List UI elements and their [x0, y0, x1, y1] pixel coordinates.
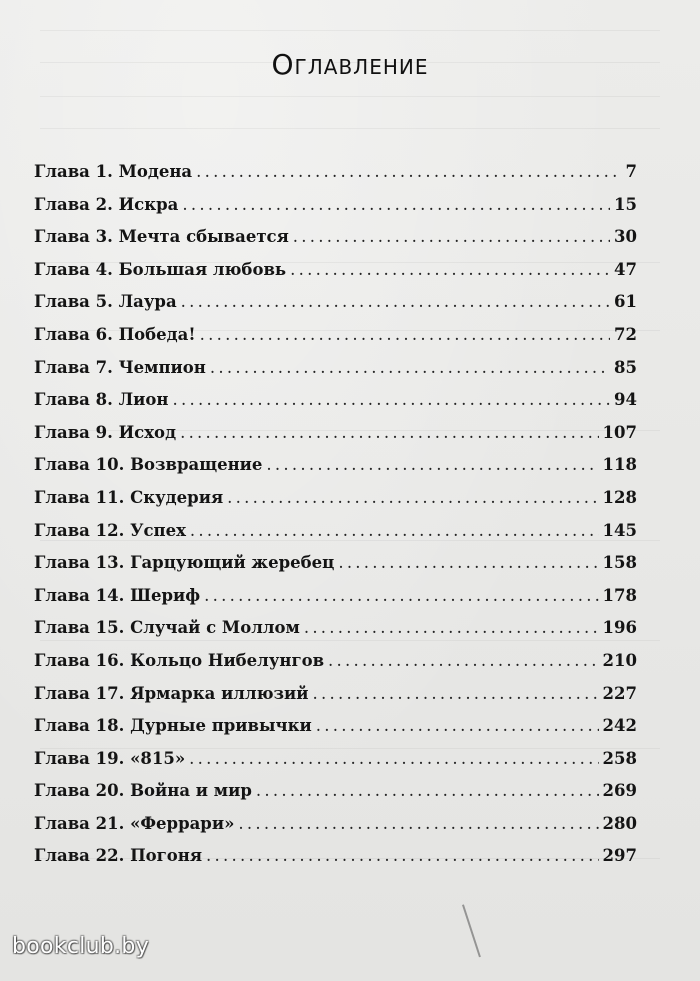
dot-leader: [313, 684, 599, 703]
toc-entry-label: Глава 12. Успех: [34, 520, 186, 540]
toc-entry-page-number: 269: [602, 781, 637, 801]
toc-entry-label: Глава 20. Война и мир: [34, 781, 252, 801]
dot-leader: [266, 455, 598, 474]
toc-entry: [34, 521, 637, 554]
toc-entry-label: Глава 10. Возвращение: [34, 455, 263, 475]
toc-entry: [34, 553, 637, 586]
toc-entry-page-number: 118: [602, 455, 637, 475]
toc-entry: [34, 325, 637, 358]
toc-entry-page-number: 107: [602, 422, 637, 442]
toc-entry: [34, 586, 637, 619]
toc-entry-label: Глава 21. «Феррари»: [34, 813, 235, 833]
toc-entry-page-number: 30: [614, 227, 637, 247]
toc-entry: [34, 260, 637, 293]
toc-entry-page-number: 94: [614, 390, 637, 410]
dot-leader: [238, 814, 598, 833]
dot-leader: [227, 488, 598, 507]
toc-entry-label: Глава 16. Кольцо Нибелунгов: [34, 650, 325, 670]
toc-entry: [34, 618, 637, 651]
dot-leader: [173, 390, 611, 409]
toc-entry: [34, 358, 637, 391]
dot-leader: [200, 325, 610, 344]
toc-entry: [34, 814, 637, 847]
toc-entry-page-number: 158: [602, 553, 637, 573]
toc-entry-page-number: 15: [614, 194, 637, 214]
dot-leader: [180, 423, 598, 442]
dot-leader: [256, 781, 599, 800]
toc-entry: [34, 488, 637, 521]
toc-entry: [34, 390, 637, 423]
bleed-through-line: [40, 128, 660, 129]
toc-entry-page-number: 196: [602, 618, 637, 638]
toc-entry: [34, 684, 637, 717]
toc-entry-label: Глава 3. Мечта сбывается: [34, 227, 289, 247]
toc-entry: [34, 651, 637, 684]
toc-entry: [34, 292, 637, 325]
dot-leader: [293, 227, 610, 246]
dot-leader: [181, 292, 610, 311]
dot-leader: [204, 586, 598, 605]
toc-entry-label: Глава 6. Победа!: [34, 324, 196, 344]
toc-entry-label: Глава 14. Шериф: [34, 585, 201, 605]
toc-entry-label: Глава 22. Погоня: [34, 846, 203, 866]
dot-leader: [196, 162, 621, 181]
toc-entry-label: Глава 19. «815»: [34, 748, 186, 768]
toc-entry-page-number: 7: [625, 162, 637, 181]
toc-entry-page-number: 145: [602, 520, 637, 540]
toc-entry-label: Глава 2. Искра: [34, 194, 179, 214]
dot-leader: [328, 651, 599, 670]
toc-entry-page-number: 227: [602, 683, 637, 703]
toc-entry: [34, 749, 637, 782]
bleed-through-line: [40, 96, 660, 97]
dot-leader: [338, 553, 598, 572]
dot-leader: [206, 846, 599, 865]
toc-entry-label: Глава 5. Лаура: [34, 292, 177, 312]
toc-entry-page-number: 242: [602, 716, 637, 736]
dot-leader: [190, 521, 599, 540]
toc-entry-label: Глава 9. Исход: [34, 422, 177, 442]
toc-entry-label: Глава 8. Лион: [34, 390, 169, 410]
toc-entry: [34, 846, 637, 879]
toc-entry-page-number: 297: [602, 846, 637, 866]
pen-stroke-mark: [462, 904, 481, 957]
dot-leader: [189, 749, 598, 768]
toc-entry: [34, 162, 637, 195]
toc-entry: [34, 227, 637, 260]
toc-entry-label: Глава 15. Случай с Моллом: [34, 618, 300, 638]
dot-leader: [210, 358, 610, 377]
toc-entry-page-number: 210: [602, 650, 637, 670]
page-title: Оглавление: [271, 48, 429, 81]
toc-entry-label: Глава 18. Дурные привычки: [34, 716, 312, 736]
toc-entry: [34, 455, 637, 488]
toc-entry-page-number: 47: [614, 259, 637, 279]
toc-entry-label: Глава 13. Гарцующий жеребец: [34, 553, 335, 573]
toc-entry-page-number: 128: [602, 487, 637, 507]
toc-entry-page-number: 178: [602, 585, 637, 605]
dot-leader: [290, 260, 610, 279]
toc-entry-page-number: 258: [602, 748, 637, 768]
toc-entry-label: Глава 1. Модена: [34, 162, 193, 181]
toc-entry-page-number: 72: [614, 324, 637, 344]
bleed-through-line: [40, 30, 660, 31]
toc-entry-page-number: 280: [602, 813, 637, 833]
dot-leader: [182, 195, 610, 214]
toc-entry-page-number: 85: [614, 357, 637, 377]
toc-entry: [34, 781, 637, 814]
toc-entry-label: Глава 7. Чемпион: [34, 357, 206, 377]
toc-entry: [34, 716, 637, 749]
watermark: bookclub.by: [12, 934, 150, 959]
toc-entry: [34, 423, 637, 456]
toc-entry-page-number: 61: [614, 292, 637, 312]
toc-entry-label: Глава 11. Скудерия: [34, 487, 224, 507]
table-of-contents: [34, 162, 637, 879]
toc-entry-label: Глава 4. Большая любовь: [34, 259, 287, 279]
toc-entry: [34, 195, 637, 228]
dot-leader: [316, 716, 599, 735]
dot-leader: [304, 618, 599, 637]
toc-entry-label: Глава 17. Ярмарка иллюзий: [34, 683, 309, 703]
